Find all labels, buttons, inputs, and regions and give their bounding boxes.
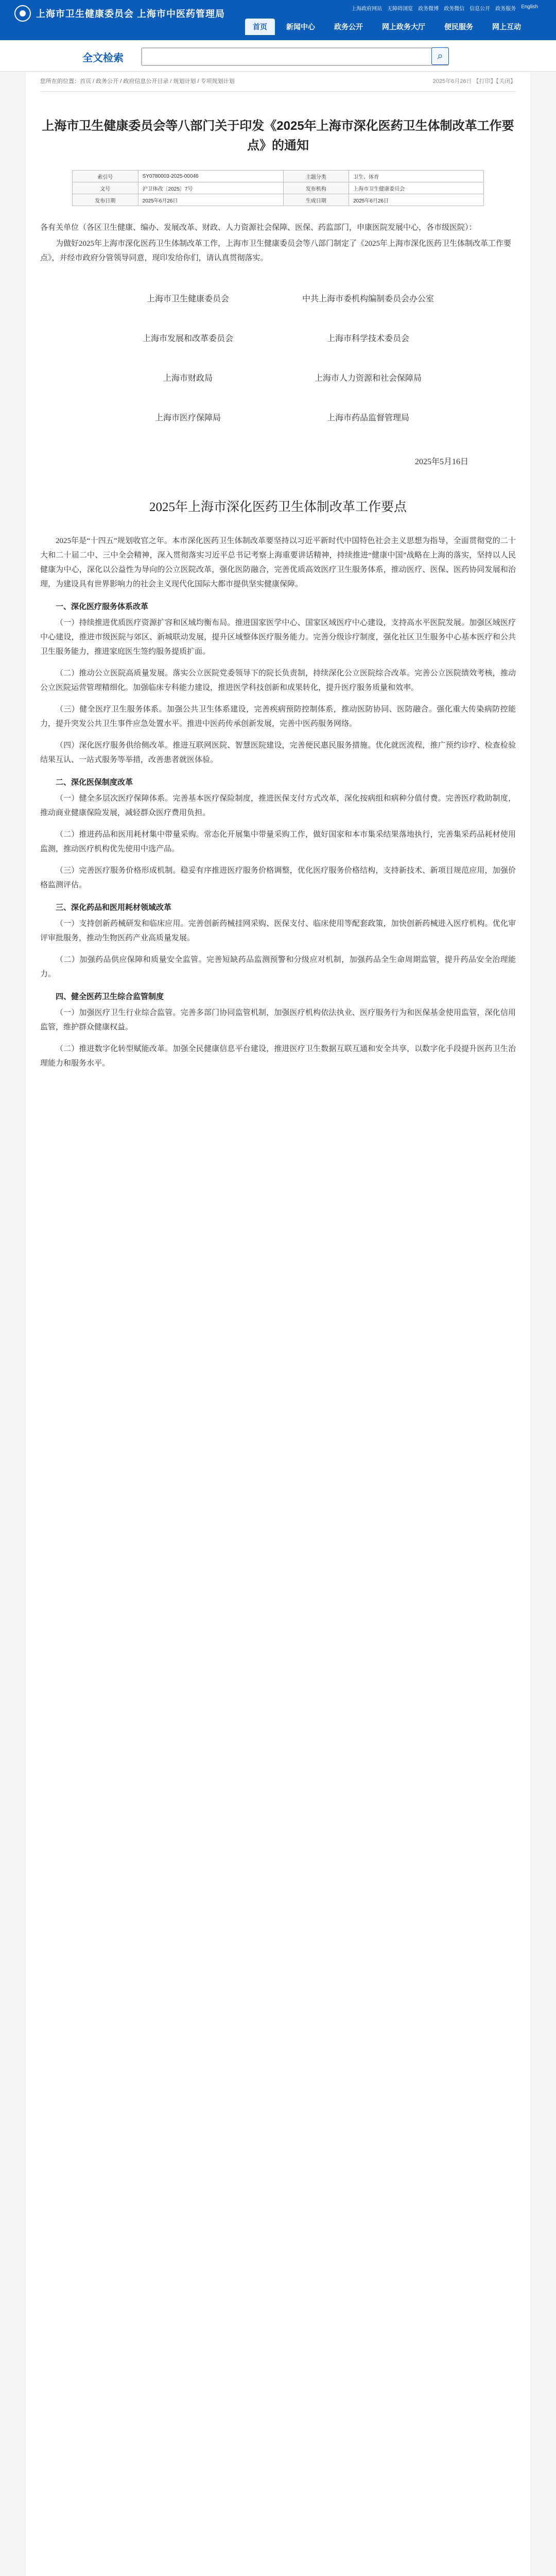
nav-interaction[interactable]: 网上互动 [492,23,521,31]
nav-news[interactable]: 新闻中心 [286,23,315,31]
nav-online-services[interactable]: 网上政务大厅 [382,23,425,31]
signatory: 上海市发展和改革委员会 [142,334,233,343]
metadata-value: 2025年6月26日 [138,194,283,206]
signatory: 上海市卫生健康委员会 [146,295,229,303]
nav-public-affairs[interactable]: 政务公开 [334,23,363,31]
top-link[interactable]: 上海政府网站 [351,6,383,12]
notice-salutation: 各有关单位（各区卫生健康、编办、发展改革、财政、人力资源社会保障、医保、药监部门，申康医院发展中心，各市级医院）： [40,224,477,232]
section-item: （二）推进药品和医用耗材集中带量采购。常态化开展集中带量采购工作，做好国家和本市集采结果落地执行，完善集采药品耗材使用监测，推动医疗机构优先使用中选产品。 [40,831,516,853]
signatory: 上海市人力资源和社会保障局 [314,374,422,383]
site-header [0,0,556,40]
notice-body: 为做好2025年上海市深化医药卫生体制改革工作，上海市卫生健康委员会等八部门制定了《2025年上海市深化医药卫生体制改革工作要点》，并经市政府分管领导同意，现印发给你们，请认真贯彻落实。 [40,240,512,262]
search-bar-section [0,40,556,72]
top-link[interactable]: 信息公开 [470,6,491,12]
section-heading: 一、深化医疗服务体系改革 [56,603,149,611]
site-title: 上海市卫生健康委员会 上海市中医药管理局 [36,9,225,19]
document-sections [40,601,516,1071]
metadata-value: 上海市卫生健康委员会 [349,182,484,194]
metadata-value: 2025年6月26日 [349,194,484,206]
signatory: 上海市药品监督管理局 [326,414,409,422]
metadata-label: 文号 [73,182,138,194]
section-item: （三）完善医疗服务价格形成机制。稳妥有序推进医疗服务价格调整，优化医疗服务价格结构，支持新技术、新项目规范应用，加强价格监测评估。 [40,867,516,889]
metadata-value: 沪卫体改〔2025〕7号 [138,182,283,194]
metadata-label: 生成日期 [283,194,349,206]
section-item: （四）深化医疗服务供给侧改革。推进互联网医院、智慧医院建设，完善便民惠民服务措施。优化就医流程，推广预约诊疗、检查检验结果互认、一站式服务等举措，改善患者就医体验。 [40,741,516,764]
section-item: （二）推进数字化转型赋能改革。加强全民健康信息平台建设，推进医疗卫生数据互联互通和安全共享，以数字化手段提升医药卫生治理能力和服务水平。 [40,1045,516,1067]
signatory: 上海市科学技术委员会 [326,334,409,343]
search-icon[interactable]: ⌕ [431,47,449,65]
search-input[interactable] [141,47,449,66]
top-link[interactable]: English [521,4,538,10]
page-tools [433,72,516,91]
metadata-label: 发布机构 [283,182,349,194]
nav-home[interactable]: 首页 [245,19,275,35]
section-item: （三）健全医疗卫生服务体系。加强公共卫生体系建设，完善疾病预防控制体系，推动医防协同、医防融合。强化重大传染病防控能力，提升突发公共卫生事件应急处置水平。推进中医药传承创新发展，完善中医药服务网络。 [40,705,516,728]
emblem-icon [14,5,31,22]
search-title: 全文检索 [82,53,124,64]
section-item: （二）加强药品供应保障和质量安全监管。完善短缺药品监测预警和分级应对机制，加强药品全生命周期监管，提升药品安全治理能力。 [40,956,516,978]
top-link[interactable]: 政务微信 [444,6,465,12]
section-heading: 四、健全医药卫生综合监管制度 [56,993,164,1001]
top-links [351,4,538,12]
nav-convenience-services[interactable]: 便民服务 [444,23,473,31]
signatory: 上海市财政局 [163,374,213,383]
main-nav [245,19,529,35]
metadata-row [73,171,484,182]
notice-date: 2025年5月16日 [414,457,468,466]
signatory-list [118,292,438,423]
section-heading: 三、深化药品和医用耗材领域改革 [56,904,172,912]
metadata-value: 卫生、体育 [349,171,484,182]
metadata-row [73,182,484,194]
article-container [26,72,530,2576]
top-link[interactable]: 政务微博 [418,6,439,12]
section-item: （二）推动公立医院高质量发展。落实公立医院党委领导下的院长负责制，持续深化公立医院综合改革。完善公立医院绩效考核，推动公立医院运营管理精细化。加强临床专科能力建设，推进医学科技创新和成果转化，提升医疗服务质量和效率。 [40,669,516,692]
page-title: 上海市卫生健康委员会等八部门关于印发《2025年上海市深化医药卫生体制改革工作要点》的通知 [42,119,514,152]
breadcrumb [40,72,516,92]
site-logo[interactable] [14,5,225,22]
metadata-value: SY0780003-2025-00046 [138,171,283,182]
section-item: （一）加强医疗卫生行业综合监管。完善多部门协同监管机制，加强医疗机构依法执业、医疗服务行为和医保基金使用监管，深化信用监管，维护群众健康权益。 [40,1009,516,1031]
notice-section [40,221,516,265]
signatory: 中共上海市委机构编制委员会办公室 [302,295,434,303]
metadata-label: 索引号 [73,171,138,182]
publish-date: 2025年6月26日 [432,78,472,84]
document-title: 2025年上海市深化医药卫生体制改革工作要点 [149,500,407,514]
print-close-tools[interactable]: 【打印】【关闭】 [473,78,516,84]
breadcrumb-text[interactable]: 您所在的位置：首页 / 政务公开 / 政府信息公开目录 / 规划计划 / 专项规划计划 [40,78,235,84]
metadata-row [73,194,484,206]
metadata-label: 主题分类 [283,171,349,182]
section-item: （一）健全多层次医疗保障体系。完善基本医疗保险制度，推进医保支付方式改革，深化按病组和病种分值付费。完善医疗救助制度，推动商业健康保险发展，减轻群众医疗费用负担。 [40,794,516,817]
section-item: （一）持续推进优质医疗资源扩容和区域均衡布局。推进国家医学中心、国家区域医疗中心建设，支持高水平医院发展。加强区域医疗中心建设，推进市级医院与郊区、新城联动发展，提升区域整体医疗服务能力。完善分级诊疗制度，强化社区卫生服务中心基本医疗和公共卫生服务能力，推进家庭医生签约服务提质扩面。 [40,619,516,656]
top-link[interactable]: 政务服务 [495,6,516,12]
section-item: （一）支持创新药械研发和临床应用。完善创新药械挂网采购、医保支付、临床使用等配套政策，加快创新药械进入医疗机构。优化审评审批服务，推动生物医药产业高质量发展。 [40,920,516,942]
section-heading: 二、深化医保制度改革 [56,778,133,787]
signatory: 上海市医疗保障局 [154,414,221,422]
top-link[interactable]: 无障碍浏览 [387,6,413,12]
metadata-label: 发布日期 [73,194,138,206]
metadata-table [72,170,484,206]
document-intro: 2025年是“十四五”规划收官之年。本市深化医药卫生体制改革要坚持以习近平新时代中国特色社会主义思想为指导，全面贯彻党的二十大和二十届二中、三中全会精神，深入贯彻落实习近平总书记考察上海重要讲话精神，持续推进“健康中国”战略在上海的落实，坚持以人民健康为中心，深化以公益性为导向的公立医院改革，强化医防融合，完善优质高效医疗卫生服务体系，推动医疗、医保、医药协同发展和治理，为建设具有世界影响力的社会主义现代化国际大都市提供坚实健康保障。 [40,537,516,588]
